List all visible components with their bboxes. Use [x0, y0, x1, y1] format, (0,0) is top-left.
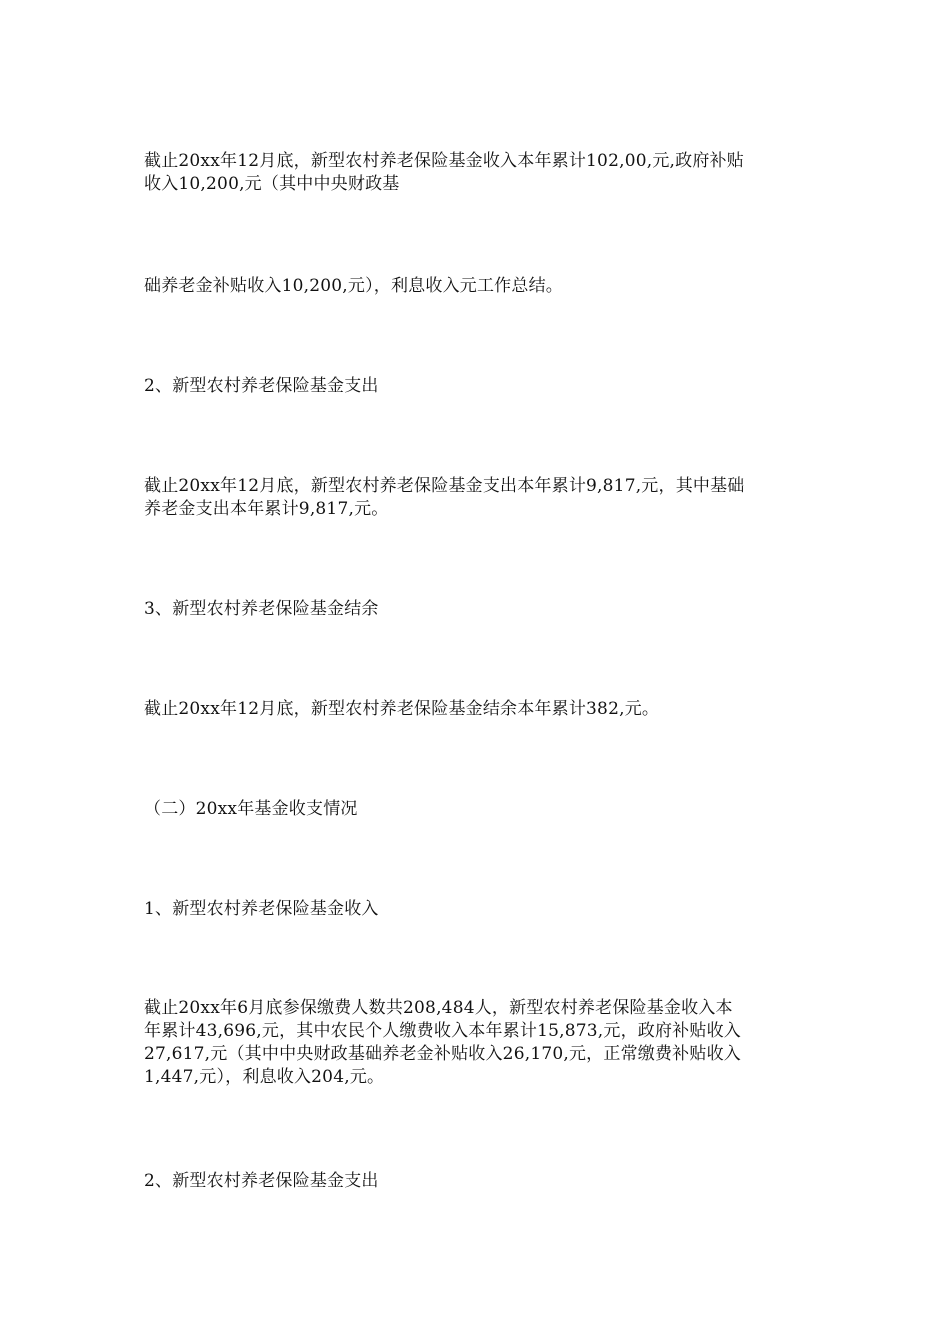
paragraph-fund-balance: [144, 698, 814, 721]
text-line: 收入10,200,元（其中中央财政基: [144, 174, 400, 194]
text-line: 截止20xx年12月底，新型农村养老保险基金支出本年累计9,817,元，其中基础: [144, 476, 745, 496]
text-line: （二）20xx年基金收支情况: [144, 799, 358, 819]
text-line: 2、新型农村养老保险基金支出: [144, 376, 379, 396]
text-line: 1、新型农村养老保险基金收入: [144, 899, 379, 919]
heading-section-two: [144, 798, 814, 821]
heading-fund-income: [144, 898, 814, 921]
paragraph-fund-income-summary: [144, 150, 814, 196]
text-line: 2、新型农村养老保险基金支出: [144, 1171, 379, 1191]
heading-fund-expenditure-2: [144, 1170, 814, 1193]
text-line: 养老金支出本年累计9,817,元。: [144, 499, 389, 519]
text-line: 截止20xx年12月底，新型农村养老保险基金收入本年累计102,00,元,政府补贴: [144, 151, 744, 171]
text-line: 截止20xx年12月底，新型农村养老保险基金结余本年累计382,元。: [144, 699, 660, 719]
paragraph-fund-income-detail: [144, 997, 814, 1089]
text-line: 27,617,元（其中中央财政基础养老金补贴收入26,170,元，正常缴费补贴收入: [144, 1044, 741, 1064]
text-line: 年累计43,696,元，其中农民个人缴费收入本年累计15,873,元，政府补贴收入: [144, 1021, 741, 1041]
text-line: 截止20xx年6月底参保缴费人数共208,484人，新型农村养老保险基金收入本: [144, 998, 733, 1018]
text-line: 1,447,元），利息收入204,元。: [144, 1067, 385, 1087]
heading-fund-balance: [144, 598, 814, 621]
text-line: 础养老金补贴收入10,200,元），利息收入元工作总结。: [144, 276, 563, 296]
text-line: 3、新型农村养老保险基金结余: [144, 599, 379, 619]
paragraph-fund-expenditure: [144, 475, 814, 521]
paragraph-fund-income-continued: [144, 275, 814, 298]
heading-fund-expenditure: [144, 375, 814, 398]
